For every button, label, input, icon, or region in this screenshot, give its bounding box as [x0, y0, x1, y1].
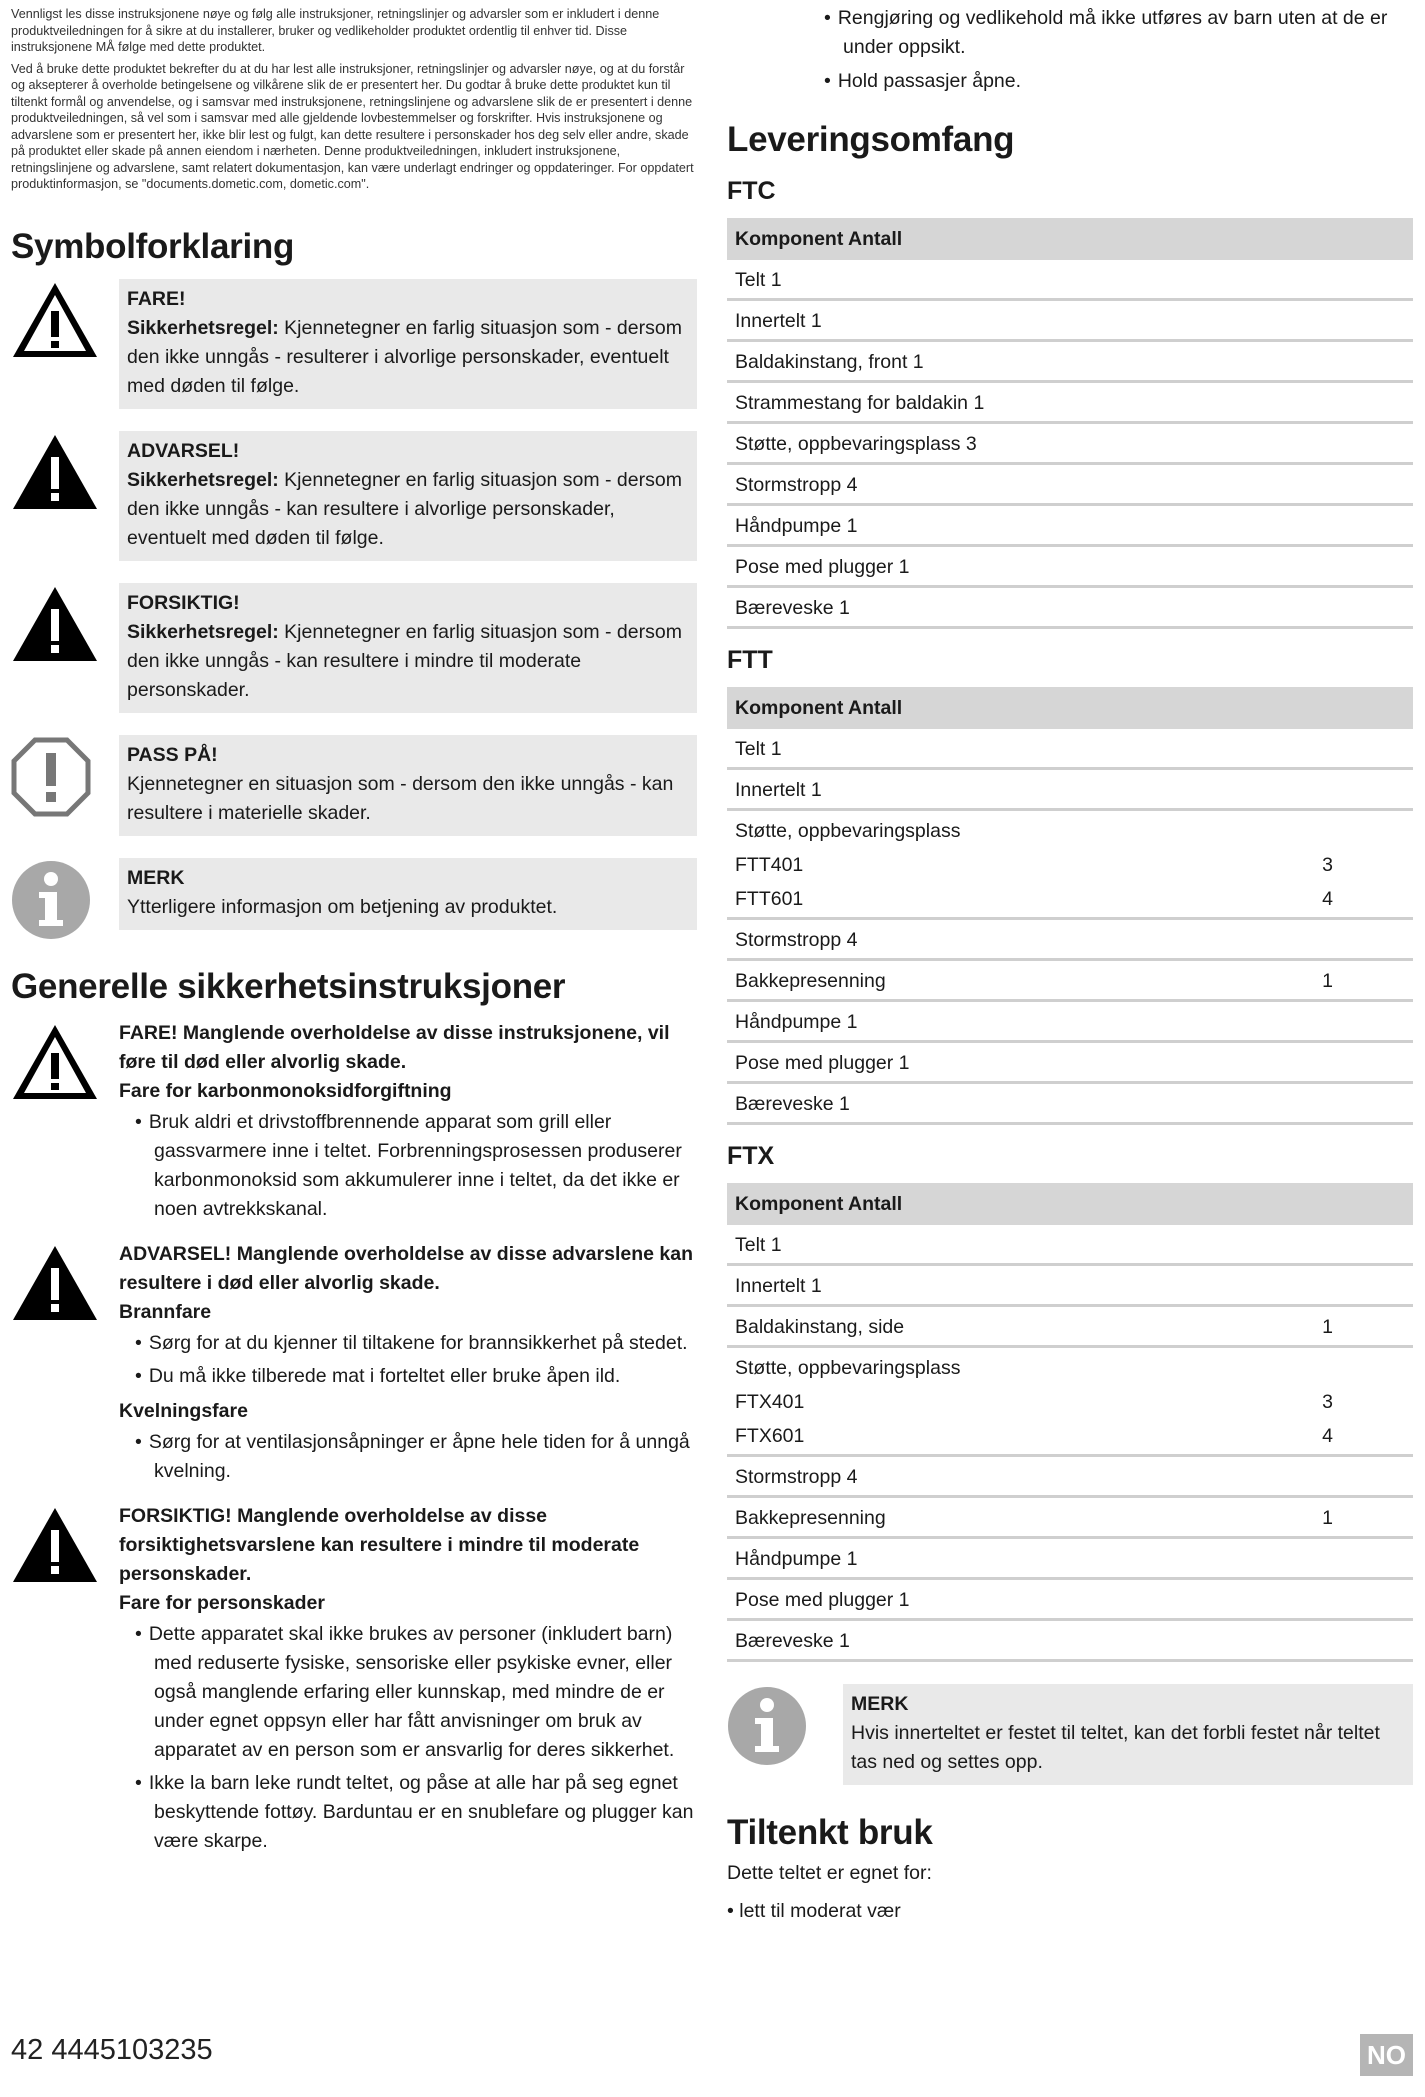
quantity-cell: 3 — [1322, 1391, 1333, 1413]
table-row — [727, 1083, 1413, 1124]
quantity-cell — [1285, 505, 1413, 546]
general-advarsel-sub2: Kvelningsfare — [119, 1399, 248, 1422]
quantity-cell — [1285, 382, 1413, 423]
table-row — [727, 1579, 1413, 1620]
quantity-cell — [1285, 1083, 1413, 1124]
ftx-table — [727, 1183, 1413, 1662]
advarsel-rule: Sikkerhetsregel: — [127, 468, 279, 491]
caution-icon — [11, 583, 119, 668]
table-row — [727, 1456, 1413, 1497]
table-row — [727, 769, 1413, 810]
symbol-forsiktig — [11, 583, 697, 713]
component-cell: Støtte, oppbevaringsplass — [735, 1357, 961, 1379]
list-item: • Hold passasjer åpne. — [808, 67, 1413, 96]
general-advarsel-header: ADVARSEL! Manglende overholdelse av disse advarslene kan resultere i død eller alvorlig skade. — [119, 1242, 694, 1294]
advarsel-text: Kjennetegner en farlig situasjon som - dersom den ikke unngås - kan resultere i alvorlige personskader, eventuelt med døden til følge. — [127, 468, 682, 549]
quantity-cell — [1285, 1456, 1413, 1497]
component-cell: Bæreveske 1 — [727, 1083, 1285, 1124]
fare-rule: Sikkerhetsregel: — [127, 316, 279, 339]
component-cell: Pose med plugger 1 — [727, 546, 1285, 587]
left-column — [11, 6, 697, 1872]
table-row — [727, 382, 1413, 423]
component-cell: Stormstropp 4 — [727, 1456, 1285, 1497]
quantity-cell — [1285, 919, 1413, 960]
component-cell: Telt 1 — [727, 729, 1285, 769]
table-row — [727, 1001, 1413, 1042]
general-advarsel-sub1: Brannfare — [119, 1300, 212, 1323]
table-row — [727, 505, 1413, 546]
forsiktig-rule: Sikkerhetsregel: — [127, 620, 279, 643]
quantity-cell — [1285, 587, 1413, 628]
component-cell: Støtte, oppbevaringsplass 3 — [727, 423, 1285, 464]
quantity-cell: 4 — [1285, 1416, 1413, 1456]
quantity-cell — [1285, 1620, 1413, 1661]
component-cell: Telt 1 — [727, 1225, 1285, 1265]
forsiktig-title: FORSIKTIG! — [127, 591, 240, 614]
component-cell: Håndpumpe 1 — [727, 505, 1285, 546]
quantity-cell: 1 — [1285, 960, 1413, 1001]
table-header: Komponent Antall — [727, 687, 1413, 729]
continued-list — [727, 4, 1413, 96]
pass-text: Kjennetegner en situasjon som - dersom den ikke unngås - kan resultere i materielle skader. — [127, 772, 674, 824]
component-cell: Stormstropp 4 — [727, 464, 1285, 505]
table-row — [727, 919, 1413, 960]
pass-title: PASS PÅ! — [127, 743, 218, 766]
quantity-cell — [1285, 1042, 1413, 1083]
ftt-table — [727, 687, 1413, 1125]
component-cell: Støtte, oppbevaringsplass — [735, 820, 961, 842]
danger-warning-icon — [11, 279, 119, 364]
quantity-cell — [1285, 810, 1413, 846]
intended-lead: Dette teltet er egnet for: — [727, 1862, 932, 1884]
ftc-table — [727, 218, 1413, 629]
table-row — [727, 1416, 1413, 1456]
ftx-title: FTX — [727, 1142, 775, 1170]
table-row — [727, 845, 1413, 879]
quantity-cell: 3 — [1322, 854, 1333, 876]
table-row — [727, 341, 1413, 382]
merk-text: Ytterligere informasjon om betjening av produktet. — [127, 895, 558, 918]
table-row — [727, 546, 1413, 587]
symbol-pass-paa — [11, 735, 697, 836]
info-icon — [11, 858, 119, 945]
language-badge: NO — [1360, 2034, 1413, 2076]
delivery-merk-text: Hvis innerteltet er festet til teltet, kan det forbli festet når teltet tas ned og settes opp. — [851, 1722, 1380, 1773]
advarsel-title: ADVARSEL! — [127, 439, 240, 462]
quantity-cell: 1 — [1285, 1306, 1413, 1347]
component-cell: Innertelt 1 — [727, 300, 1285, 341]
table-header: Komponent Antall — [727, 218, 1413, 260]
list-item: • lett til moderat vær — [727, 1897, 1413, 1925]
table-row — [727, 1382, 1413, 1416]
general-forsiktig-header: FORSIKTIG! Manglende overholdelse av disse forsiktighetsvarslene kan resultere i mindre til moderate personskader. — [119, 1504, 640, 1585]
component-cell: FTX401 — [735, 1391, 805, 1413]
component-cell: FTT601 — [727, 879, 1285, 919]
general-forsiktig — [11, 1502, 697, 1862]
ftc-title: FTC — [727, 177, 776, 205]
right-column — [727, 4, 1413, 1925]
component-cell: Strammestang for baldakin 1 — [727, 382, 1285, 423]
quantity-cell — [1285, 1538, 1413, 1579]
table-row — [727, 260, 1413, 300]
table-row — [727, 1497, 1413, 1538]
table-row — [727, 879, 1413, 919]
component-cell: Pose med plugger 1 — [727, 1042, 1285, 1083]
component-cell: Stormstropp 4 — [727, 919, 1285, 960]
table-row — [727, 1620, 1413, 1661]
component-cell: Innertelt 1 — [727, 1265, 1285, 1306]
quantity-cell — [1285, 769, 1413, 810]
caution-icon — [11, 1502, 119, 1862]
component-cell: Baldakinstang, front 1 — [727, 341, 1285, 382]
intended-use — [727, 1813, 1413, 1925]
component-cell: Håndpumpe 1 — [727, 1538, 1285, 1579]
merk-title: MERK — [127, 866, 185, 889]
symbols-heading: Symbolforklaring — [11, 226, 295, 266]
component-cell: Bakkepresenning — [727, 960, 1285, 1001]
danger-warning-icon — [11, 1019, 119, 1230]
delivery-merk-title: MERK — [851, 1693, 909, 1715]
list-item: • Sørg for at du kjenner til tiltakene for brannsikkerhet på stedet. — [119, 1329, 697, 1358]
table-row — [727, 1538, 1413, 1579]
quantity-cell — [1285, 260, 1413, 300]
notice-octagon-icon — [11, 735, 119, 822]
symbol-merk — [11, 858, 697, 945]
quantity-cell: 1 — [1285, 1497, 1413, 1538]
forsiktig-text: Kjennetegner en farlig situasjon som - dersom den ikke unngås - kan resultere i mindre til moderate personskader. — [127, 620, 682, 701]
general-fare-sub: Fare for karbonmonoksidforgiftning — [119, 1079, 452, 1102]
list-item: • Du må ikke tilberede mat i forteltet eller bruke åpen ild. — [119, 1362, 697, 1391]
info-icon — [727, 1684, 843, 1785]
symbol-advarsel — [11, 431, 697, 561]
quantity-cell — [1285, 464, 1413, 505]
intro-paragraph-1: Vennligst les disse instruksjonene nøye og følg alle instruksjoner, retningslinjer og advarsler som er inkludert i denne produktveiledningen for å sikre at du installerer, bruker og vedlikeholder produktet ordentlig til enhver tid. Disse instruksjonene MÅ følge med dette produktet. — [11, 7, 660, 54]
quantity-cell — [1285, 1001, 1413, 1042]
list-item: • Ikke la barn leke rundt teltet, og påse at alle har på seg egnet beskyttende fottøy. Barduntau er en snublefare og plugger kan være skarpe. — [119, 1769, 697, 1856]
page-number: 42 4445103235 — [11, 2034, 213, 2066]
general-fare-header: FARE! Manglende overholdelse av disse instruksjonene, vil føre til død eller alvorlig skade. — [119, 1021, 670, 1073]
component-cell: Innertelt 1 — [727, 769, 1285, 810]
table-row — [727, 423, 1413, 464]
intended-heading: Tiltenkt bruk — [727, 1813, 933, 1852]
table-row — [727, 1306, 1413, 1347]
quantity-cell — [1285, 546, 1413, 587]
ftt-title: FTT — [727, 646, 773, 674]
fare-text: Kjennetegner en farlig situasjon som - dersom den ikke unngås - resulterer i alvorlige personskader, eventuelt med døden til følge. — [127, 316, 682, 397]
component-cell: FTT401 — [735, 854, 804, 876]
table-row — [727, 1042, 1413, 1083]
warning-icon — [11, 431, 119, 516]
table-row — [727, 810, 1413, 846]
general-forsiktig-sub: Fare for personskader — [119, 1591, 325, 1614]
delivery-merk — [727, 1684, 1413, 1785]
table-row — [727, 960, 1413, 1001]
delivery-heading: Leveringsomfang — [727, 120, 1015, 159]
list-item: • Sørg for at ventilasjonsåpninger er åpne hele tiden for å unngå kvelning. — [119, 1428, 697, 1486]
quantity-cell — [1285, 1265, 1413, 1306]
list-item: • Dette apparatet skal ikke brukes av personer (inkludert barn) med reduserte fysiske, sensoriske eller psykiske evner, eller også manglende erfaring eller kunnskap, med mindre de er under egnet oppsyn eller har fått anvisninger om bruk av apparatet av en person som er ansvarlig for deres sikkerhet. — [119, 1620, 697, 1765]
symbol-fare — [11, 279, 697, 409]
general-fare — [11, 1019, 697, 1230]
table-row — [727, 300, 1413, 341]
quantity-cell — [1285, 423, 1413, 464]
table-row — [727, 729, 1413, 769]
component-cell: FTX601 — [727, 1416, 1285, 1456]
quantity-cell — [1285, 1225, 1413, 1265]
fare-title: FARE! — [127, 287, 186, 310]
general-heading: Generelle sikkerhetsinstruksjoner — [11, 966, 566, 1006]
list-item: • Rengjøring og vedlikehold må ikke utføres av barn uten at de er under oppsikt. — [808, 4, 1413, 62]
quantity-cell — [1285, 729, 1413, 769]
component-cell: Håndpumpe 1 — [727, 1001, 1285, 1042]
quantity-cell — [1285, 341, 1413, 382]
list-item: • Bruk aldri et drivstoffbrennende apparat som grill eller gassvarmere inne i teltet. Forbrenningsprosessen produserer karbonmonoksid som akkumulerer inne i teltet, da det ikke er noen avtrekkskanal. — [119, 1108, 697, 1224]
quantity-cell — [1285, 1347, 1413, 1383]
quantity-cell: 4 — [1285, 879, 1413, 919]
component-cell: Pose med plugger 1 — [727, 1579, 1285, 1620]
general-advarsel — [11, 1240, 697, 1492]
component-cell: Bakkepresenning — [727, 1497, 1285, 1538]
table-row — [727, 1265, 1413, 1306]
component-cell: Telt 1 — [727, 260, 1285, 300]
quantity-cell — [1285, 1579, 1413, 1620]
table-row — [727, 587, 1413, 628]
warning-icon — [11, 1240, 119, 1492]
table-row — [727, 464, 1413, 505]
table-row — [727, 1225, 1413, 1265]
table-row — [727, 1347, 1413, 1383]
quantity-cell — [1285, 300, 1413, 341]
component-cell: Baldakinstang, side — [727, 1306, 1285, 1347]
intro — [11, 6, 697, 193]
table-header: Komponent Antall — [727, 1183, 1413, 1225]
component-cell: Bæreveske 1 — [727, 1620, 1285, 1661]
intro-paragraph-2: Ved å bruke dette produktet bekrefter du at du har lest alle instruksjoner, retningslinjer og advarsler nøye, og at du forstår og aksepterer å overholde betingelsene og vilkårene slik de er presentert her. Du godtar å bruke dette produktet kun til tiltenkt formål og anvendelse, og i samsvar med instruksjonene, retningslinjene og advarslene slik de er presentert i denne produktveiledningen, så vel som i samsvar med alle gjeldende lovbestemmelser og forskrifter. Hvis instruksjonene og advarslene som er presentert her, ikke blir lest og fulgt, kan dette resultere i personskader hos deg selv eller andre, skade på produktet eller skade på annen eiendom i nærheten. Denne produktveiledningen, inkludert instruksjonene, retningslinjene og advarslene, samt relatert dokumentasjon, kan være underlagt endringer og oppdateringer. For oppdatert produktinformasjon, se "documents.dometic.com, dometic.com". — [11, 61, 694, 191]
component-cell: Bæreveske 1 — [727, 587, 1285, 628]
